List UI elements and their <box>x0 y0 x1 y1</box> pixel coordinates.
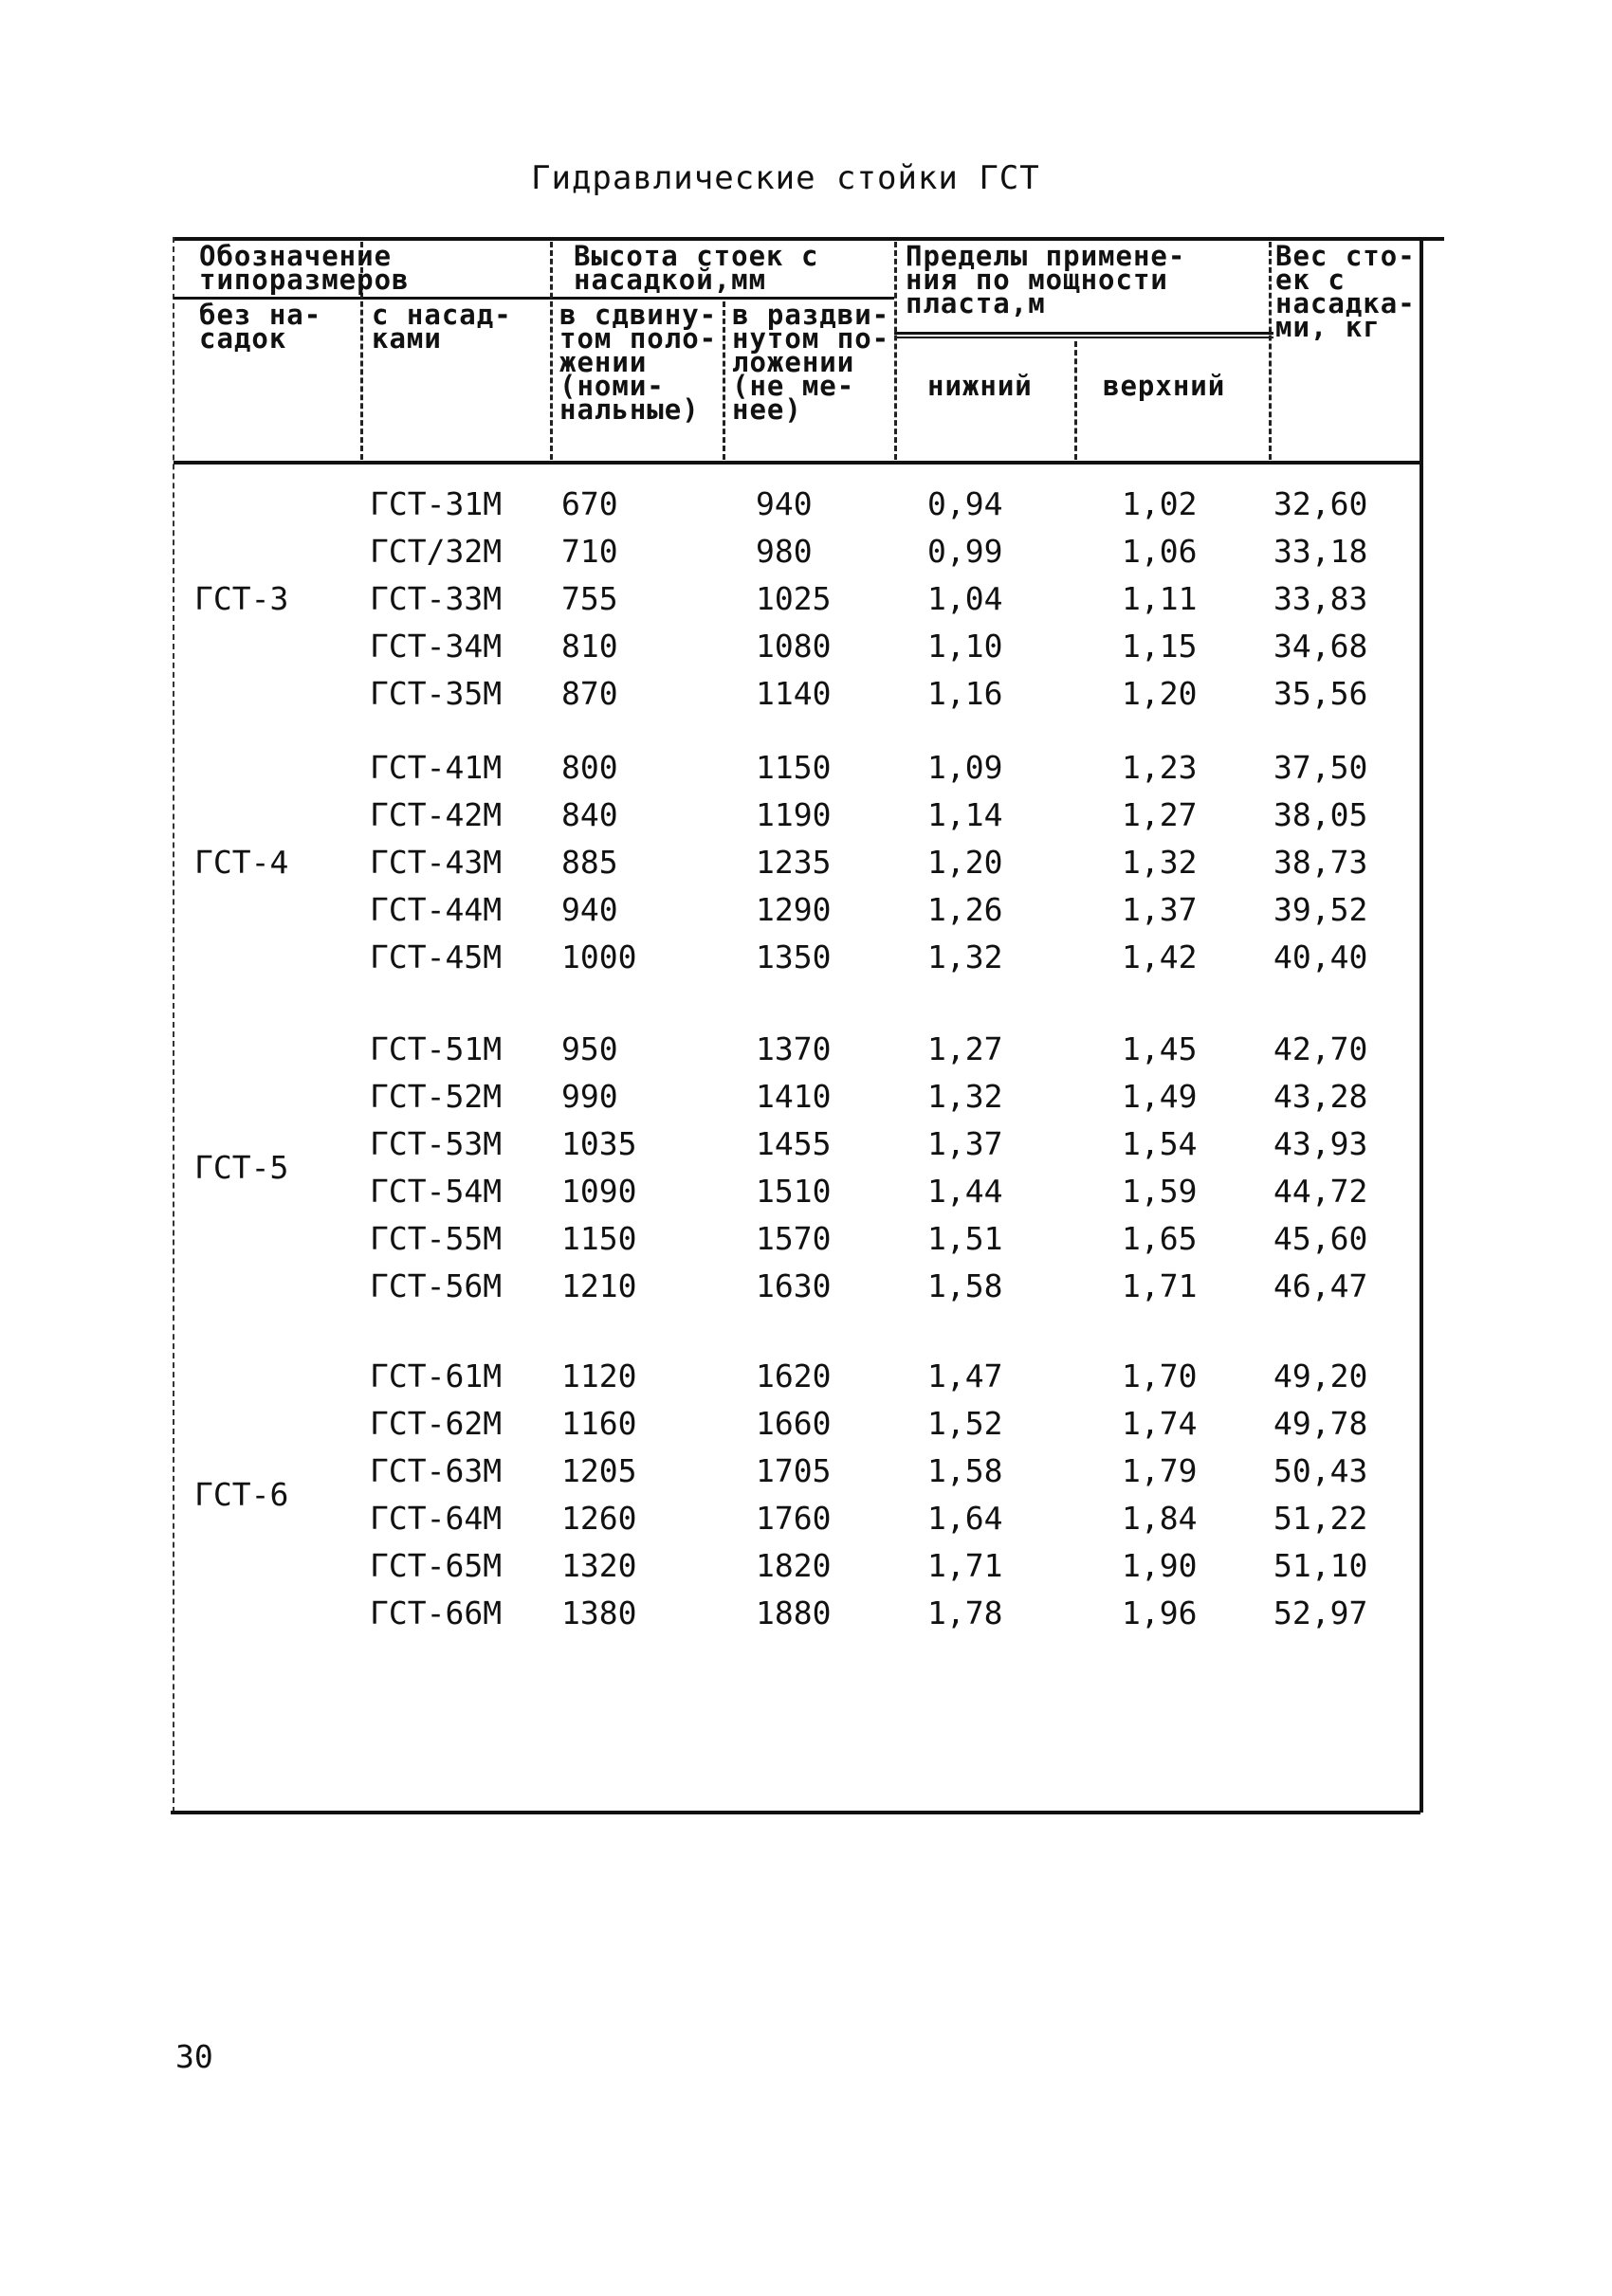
header-height-extended: в раздви- нутом по- ложении (не ме- нее) <box>732 299 890 426</box>
cell-folded: 810 <box>561 628 618 665</box>
cell-extended: 1620 <box>756 1358 832 1394</box>
cell-weight: 34,68 <box>1273 628 1368 665</box>
cell-model: ГСТ-35М <box>370 675 503 712</box>
cell-weight: 49,20 <box>1273 1358 1368 1394</box>
cell-extended: 940 <box>756 485 813 522</box>
cell-upper: 1,42 <box>1122 938 1198 975</box>
cell-lower: 0,94 <box>927 485 1003 522</box>
cell-extended: 1140 <box>756 675 832 712</box>
cell-extended: 1660 <box>756 1405 832 1442</box>
header-col-divider <box>723 301 725 460</box>
cell-folded: 940 <box>561 891 618 928</box>
cell-lower: 1,27 <box>927 1030 1003 1067</box>
group-label: ГСТ-3 <box>194 580 289 617</box>
cell-weight: 44,72 <box>1273 1173 1368 1210</box>
cell-folded: 1260 <box>561 1500 637 1537</box>
cell-extended: 980 <box>756 533 813 570</box>
cell-lower: 1,26 <box>927 891 1003 928</box>
header-designation: Обозначение типоразмеров <box>199 240 410 296</box>
table-bottom-border <box>171 1811 1420 1814</box>
cell-model: ГСТ-43М <box>370 844 503 881</box>
cell-extended: 1455 <box>756 1125 832 1162</box>
cell-upper: 1,20 <box>1122 675 1198 712</box>
cell-upper: 1,96 <box>1122 1594 1198 1631</box>
cell-weight: 32,60 <box>1273 485 1368 522</box>
cell-model: ГСТ-44М <box>370 891 503 928</box>
cell-folded: 710 <box>561 533 618 570</box>
cell-folded: 1210 <box>561 1267 637 1304</box>
cell-upper: 1,65 <box>1122 1220 1198 1257</box>
cell-folded: 1320 <box>561 1547 637 1584</box>
cell-model: ГСТ-54М <box>370 1173 503 1210</box>
cell-weight: 37,50 <box>1273 749 1368 786</box>
cell-upper: 1,27 <box>1122 796 1198 833</box>
cell-weight: 43,28 <box>1273 1078 1368 1115</box>
cell-upper: 1,45 <box>1122 1030 1198 1067</box>
cell-weight: 49,78 <box>1273 1405 1368 1442</box>
cell-weight: 51,22 <box>1273 1500 1368 1537</box>
cell-lower: 1,51 <box>927 1220 1003 1257</box>
cell-model: ГСТ-55М <box>370 1220 503 1257</box>
cell-upper: 1,84 <box>1122 1500 1198 1537</box>
cell-lower: 1,10 <box>927 628 1003 665</box>
header-col-divider <box>894 242 897 460</box>
cell-folded: 1035 <box>561 1125 637 1162</box>
cell-folded: 990 <box>561 1078 618 1115</box>
cell-lower: 1,58 <box>927 1452 1003 1489</box>
cell-lower: 1,37 <box>927 1125 1003 1162</box>
header-with-caps: с насад- ками <box>372 299 512 355</box>
cell-extended: 1760 <box>756 1500 832 1537</box>
cell-upper: 1,32 <box>1122 844 1198 881</box>
cell-lower: 1,64 <box>927 1500 1003 1537</box>
cell-model: ГСТ-41М <box>370 749 503 786</box>
cell-model: ГСТ-34М <box>370 628 503 665</box>
cell-weight: 45,60 <box>1273 1220 1368 1257</box>
cell-weight: 51,10 <box>1273 1547 1368 1584</box>
cell-extended: 1880 <box>756 1594 832 1631</box>
cell-model: ГСТ-63М <box>370 1452 503 1489</box>
cell-weight: 35,56 <box>1273 675 1368 712</box>
cell-model: ГСТ-45М <box>370 938 503 975</box>
header-weight: Вес сто- ек с насадка- ми, кг <box>1275 240 1416 343</box>
cell-lower: 1,58 <box>927 1267 1003 1304</box>
header-rule <box>894 332 1273 335</box>
cell-model: ГСТ-53М <box>370 1125 503 1162</box>
cell-upper: 1,49 <box>1122 1078 1198 1115</box>
header-lower: нижний <box>927 370 1033 402</box>
cell-folded: 885 <box>561 844 618 881</box>
cell-model: ГСТ-64М <box>370 1500 503 1537</box>
cell-lower: 1,09 <box>927 749 1003 786</box>
header-height-folded: в сдвину- том поло- жении (номи- нальные) <box>559 299 718 426</box>
cell-model: ГСТ-61М <box>370 1358 503 1394</box>
cell-extended: 1150 <box>756 749 832 786</box>
cell-extended: 1080 <box>756 628 832 665</box>
header-col-divider <box>1269 242 1272 460</box>
cell-lower: 1,78 <box>927 1594 1003 1631</box>
cell-lower: 1,44 <box>927 1173 1003 1210</box>
cell-weight: 50,43 <box>1273 1452 1368 1489</box>
cell-model: ГСТ-52М <box>370 1078 503 1115</box>
cell-weight: 38,73 <box>1273 844 1368 881</box>
cell-folded: 1120 <box>561 1358 637 1394</box>
cell-upper: 1,71 <box>1122 1267 1198 1304</box>
cell-weight: 39,52 <box>1273 891 1368 928</box>
cell-extended: 1630 <box>756 1267 832 1304</box>
cell-upper: 1,23 <box>1122 749 1198 786</box>
page-title: Гидравлические стойки ГСТ <box>531 159 1040 197</box>
cell-upper: 1,54 <box>1122 1125 1198 1162</box>
table-left-border <box>173 237 174 1813</box>
cell-model: ГСТ/32М <box>370 533 503 570</box>
cell-lower: 1,52 <box>927 1405 1003 1442</box>
cell-lower: 1,20 <box>927 844 1003 881</box>
cell-weight: 52,97 <box>1273 1594 1368 1631</box>
cell-model: ГСТ-62М <box>370 1405 503 1442</box>
cell-upper: 1,74 <box>1122 1405 1198 1442</box>
cell-upper: 1,06 <box>1122 533 1198 570</box>
cell-folded: 950 <box>561 1030 618 1067</box>
cell-folded: 1205 <box>561 1452 637 1489</box>
cell-folded: 1000 <box>561 938 637 975</box>
cell-upper: 1,59 <box>1122 1173 1198 1210</box>
header-separator <box>174 461 1421 465</box>
cell-extended: 1235 <box>756 844 832 881</box>
group-label: ГСТ-4 <box>194 844 289 881</box>
cell-model: ГСТ-31М <box>370 485 503 522</box>
cell-upper: 1,02 <box>1122 485 1198 522</box>
header-col-divider <box>1074 341 1077 460</box>
cell-lower: 1,47 <box>927 1358 1003 1394</box>
cell-model: ГСТ-65М <box>370 1547 503 1584</box>
cell-extended: 1820 <box>756 1547 832 1584</box>
cell-upper: 1,37 <box>1122 891 1198 928</box>
cell-model: ГСТ-51М <box>370 1030 503 1067</box>
cell-lower: 1,14 <box>927 796 1003 833</box>
header-without-caps: без на- садок <box>199 299 322 355</box>
cell-weight: 33,83 <box>1273 580 1368 617</box>
cell-lower: 1,16 <box>927 675 1003 712</box>
page-number: 30 <box>175 2038 213 2075</box>
cell-lower: 0,99 <box>927 533 1003 570</box>
header-limits: Пределы примене- ния по мощности пласта,м <box>906 240 1186 319</box>
cell-extended: 1350 <box>756 938 832 975</box>
cell-model: ГСТ-33М <box>370 580 503 617</box>
cell-extended: 1705 <box>756 1452 832 1489</box>
cell-upper: 1,79 <box>1122 1452 1198 1489</box>
header-rule <box>894 337 1273 338</box>
cell-folded: 670 <box>561 485 618 522</box>
cell-weight: 42,70 <box>1273 1030 1368 1067</box>
cell-upper: 1,70 <box>1122 1358 1198 1394</box>
cell-model: ГСТ-42М <box>370 796 503 833</box>
cell-model: ГСТ-56М <box>370 1267 503 1304</box>
cell-folded: 840 <box>561 796 618 833</box>
header-height: Высота стоек с насадкой,мм <box>574 240 819 296</box>
header-upper: верхний <box>1103 370 1226 402</box>
cell-extended: 1410 <box>756 1078 832 1115</box>
table-right-border <box>1420 237 1423 1813</box>
cell-extended: 1570 <box>756 1220 832 1257</box>
cell-folded: 755 <box>561 580 618 617</box>
cell-folded: 1160 <box>561 1405 637 1442</box>
group-label: ГСТ-5 <box>194 1149 289 1186</box>
cell-extended: 1510 <box>756 1173 832 1210</box>
cell-extended: 1025 <box>756 580 832 617</box>
cell-lower: 1,71 <box>927 1547 1003 1584</box>
cell-extended: 1370 <box>756 1030 832 1067</box>
cell-upper: 1,90 <box>1122 1547 1198 1584</box>
cell-upper: 1,11 <box>1122 580 1198 617</box>
cell-weight: 33,18 <box>1273 533 1368 570</box>
group-label: ГСТ-6 <box>194 1476 289 1513</box>
cell-folded: 800 <box>561 749 618 786</box>
cell-folded: 1380 <box>561 1594 637 1631</box>
cell-model: ГСТ-66М <box>370 1594 503 1631</box>
cell-weight: 38,05 <box>1273 796 1368 833</box>
cell-weight: 46,47 <box>1273 1267 1368 1304</box>
cell-weight: 40,40 <box>1273 938 1368 975</box>
cell-folded: 870 <box>561 675 618 712</box>
cell-lower: 1,32 <box>927 938 1003 975</box>
cell-extended: 1190 <box>756 796 832 833</box>
cell-lower: 1,04 <box>927 580 1003 617</box>
cell-weight: 43,93 <box>1273 1125 1368 1162</box>
cell-lower: 1,32 <box>927 1078 1003 1115</box>
cell-folded: 1150 <box>561 1220 637 1257</box>
header-col-divider <box>550 242 553 460</box>
cell-folded: 1090 <box>561 1173 637 1210</box>
cell-upper: 1,15 <box>1122 628 1198 665</box>
cell-extended: 1290 <box>756 891 832 928</box>
